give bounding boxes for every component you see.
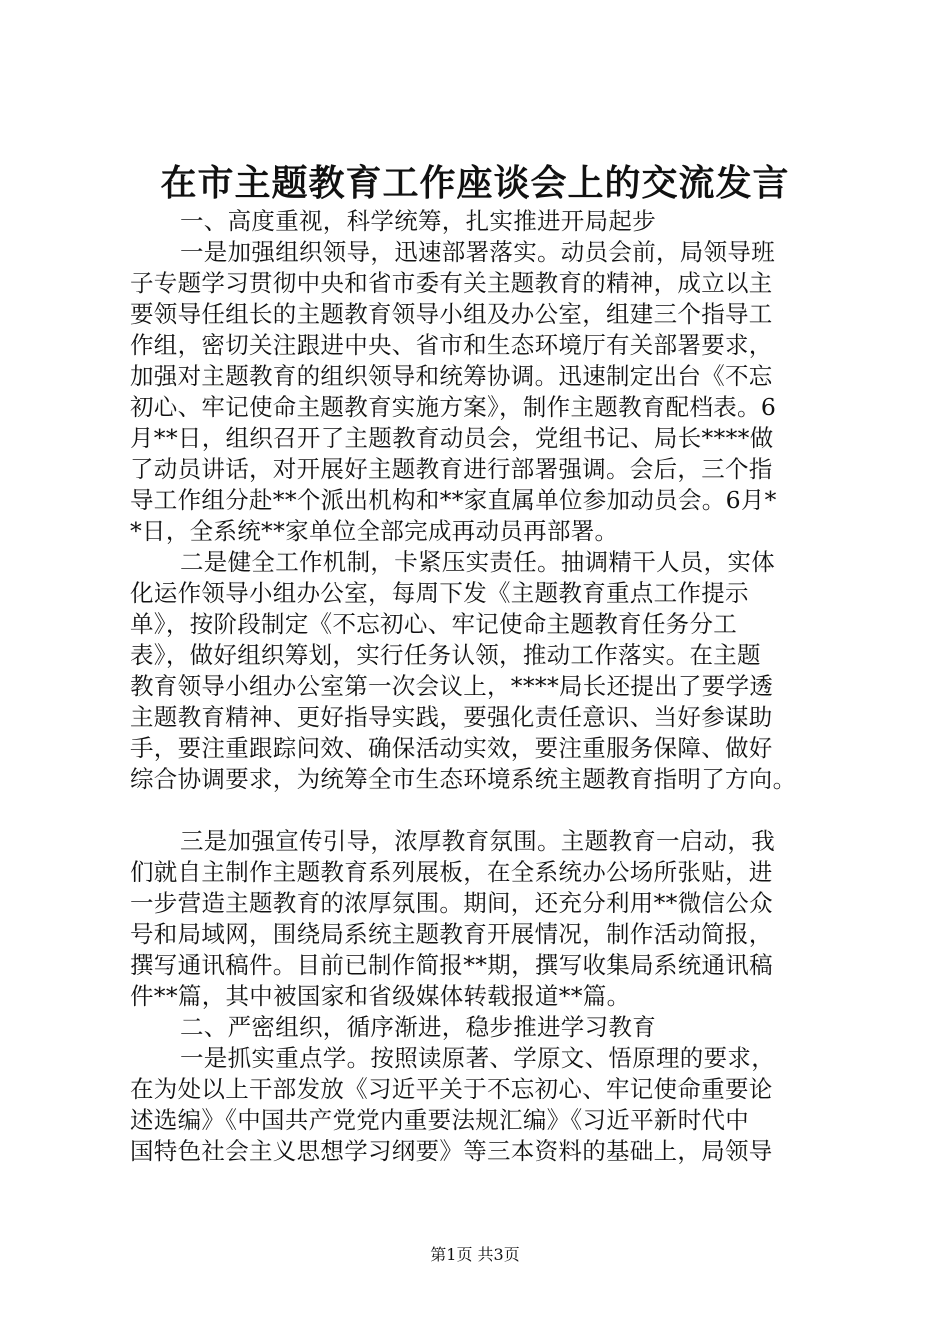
text-line: 二、严密组织，循序渐进，稳步推进学习教育 (180, 1013, 656, 1041)
text-line: 三是加强宣传引导，浓厚教育氛围。主题教育一启动，我 (180, 827, 775, 855)
text-line: 们就自主制作主题教育系列展板，在全系统办公场所张贴，进 (130, 858, 773, 886)
text-line: 单》，按阶段制定《不忘初心、牢记使命主题教育任务分工 (130, 610, 738, 638)
text-line: 作组，密切关注跟进中央、省市和生态环境厅有关部署要求， (130, 331, 773, 359)
text-line: 教育领导小组办公室第一次会议上，****局长还提出了要学透 (130, 672, 774, 700)
text-line: 国特色社会主义思想学习纲要》等三本资料的基础上，局领导 (130, 1137, 773, 1165)
text-line: 一步营造主题教育的浓厚氛围。期间，还充分利用**微信公众 (130, 889, 773, 917)
document-title: 在市主题教育工作座谈会上的交流发言 (160, 162, 790, 204)
text-line: 导工作组分赴**个派出机构和**家直属单位参加动员会。6月* (130, 486, 777, 514)
text-line: 件**篇，其中被国家和省级媒体转载报道**篇。 (130, 982, 631, 1010)
text-line: 化运作领导小组办公室，每周下发《主题教育重点工作提示 (130, 579, 749, 607)
text-line: 主题教育精神、更好指导实践，要强化责任意识、当好参谋助 (130, 703, 773, 731)
text-line: 综合协调要求，为统筹全市生态环境系统主题教育指明了方向。 (130, 765, 797, 793)
text-line: 一是加强组织领导，迅速部署落实。动员会前，局领导班 (180, 238, 775, 266)
text-line: 表》，做好组织筹划，实行任务认领，推动工作落实。在主题 (130, 641, 761, 669)
document-body (130, 206, 852, 1167)
text-line: 一是抓实重点学。按照读原著、学原文、悟原理的要求， (180, 1044, 775, 1072)
text-line: 初心、牢记使命主题教育实施方案》，制作主题教育配档表。6 (130, 393, 777, 421)
text-line: 子专题学习贯彻中央和省市委有关主题教育的精神，成立以主 (130, 269, 773, 297)
text-line: 手，要注重跟踪问效、确保活动实效，要注重服务保障、做好 (130, 734, 773, 762)
text-line: 一、高度重视，科学统筹，扎实推进开局起步 (180, 207, 656, 235)
text-line: 在为处以上干部发放《习近平关于不忘初心、牢记使命重要论 (130, 1075, 773, 1103)
text-line: 月**日，组织召开了主题教育动员会，党组书记、局长****做 (130, 424, 774, 452)
text-line: 了动员讲话，对开展好主题教育进行部署强调。会后，三个指 (130, 455, 773, 483)
text-line: 述选编》《中国共产党党内重要法规汇编》《习近平新时代中 (130, 1106, 750, 1134)
text-line: 二是健全工作机制，卡紧压实责任。抽调精干人员，实体 (180, 548, 775, 576)
text-line: 加强对主题教育的组织领导和统筹协调。迅速制定出台《不忘 (130, 362, 773, 390)
text-line: 撰写通讯稿件。目前已制作简报**期，撰写收集局系统通讯稿 (130, 951, 773, 979)
text-line: 要领导任组长的主题教育领导小组及办公室，组建三个指导工 (130, 300, 773, 328)
text-line: *日，全系统**家单位全部完成再动员再部署。 (130, 517, 619, 545)
page-footer: 第1页 共3页 (430, 1245, 520, 1264)
text-line: 号和局域网，围绕局系统主题教育开展情况，制作活动简报， (130, 920, 773, 948)
blank-line (130, 795, 852, 826)
